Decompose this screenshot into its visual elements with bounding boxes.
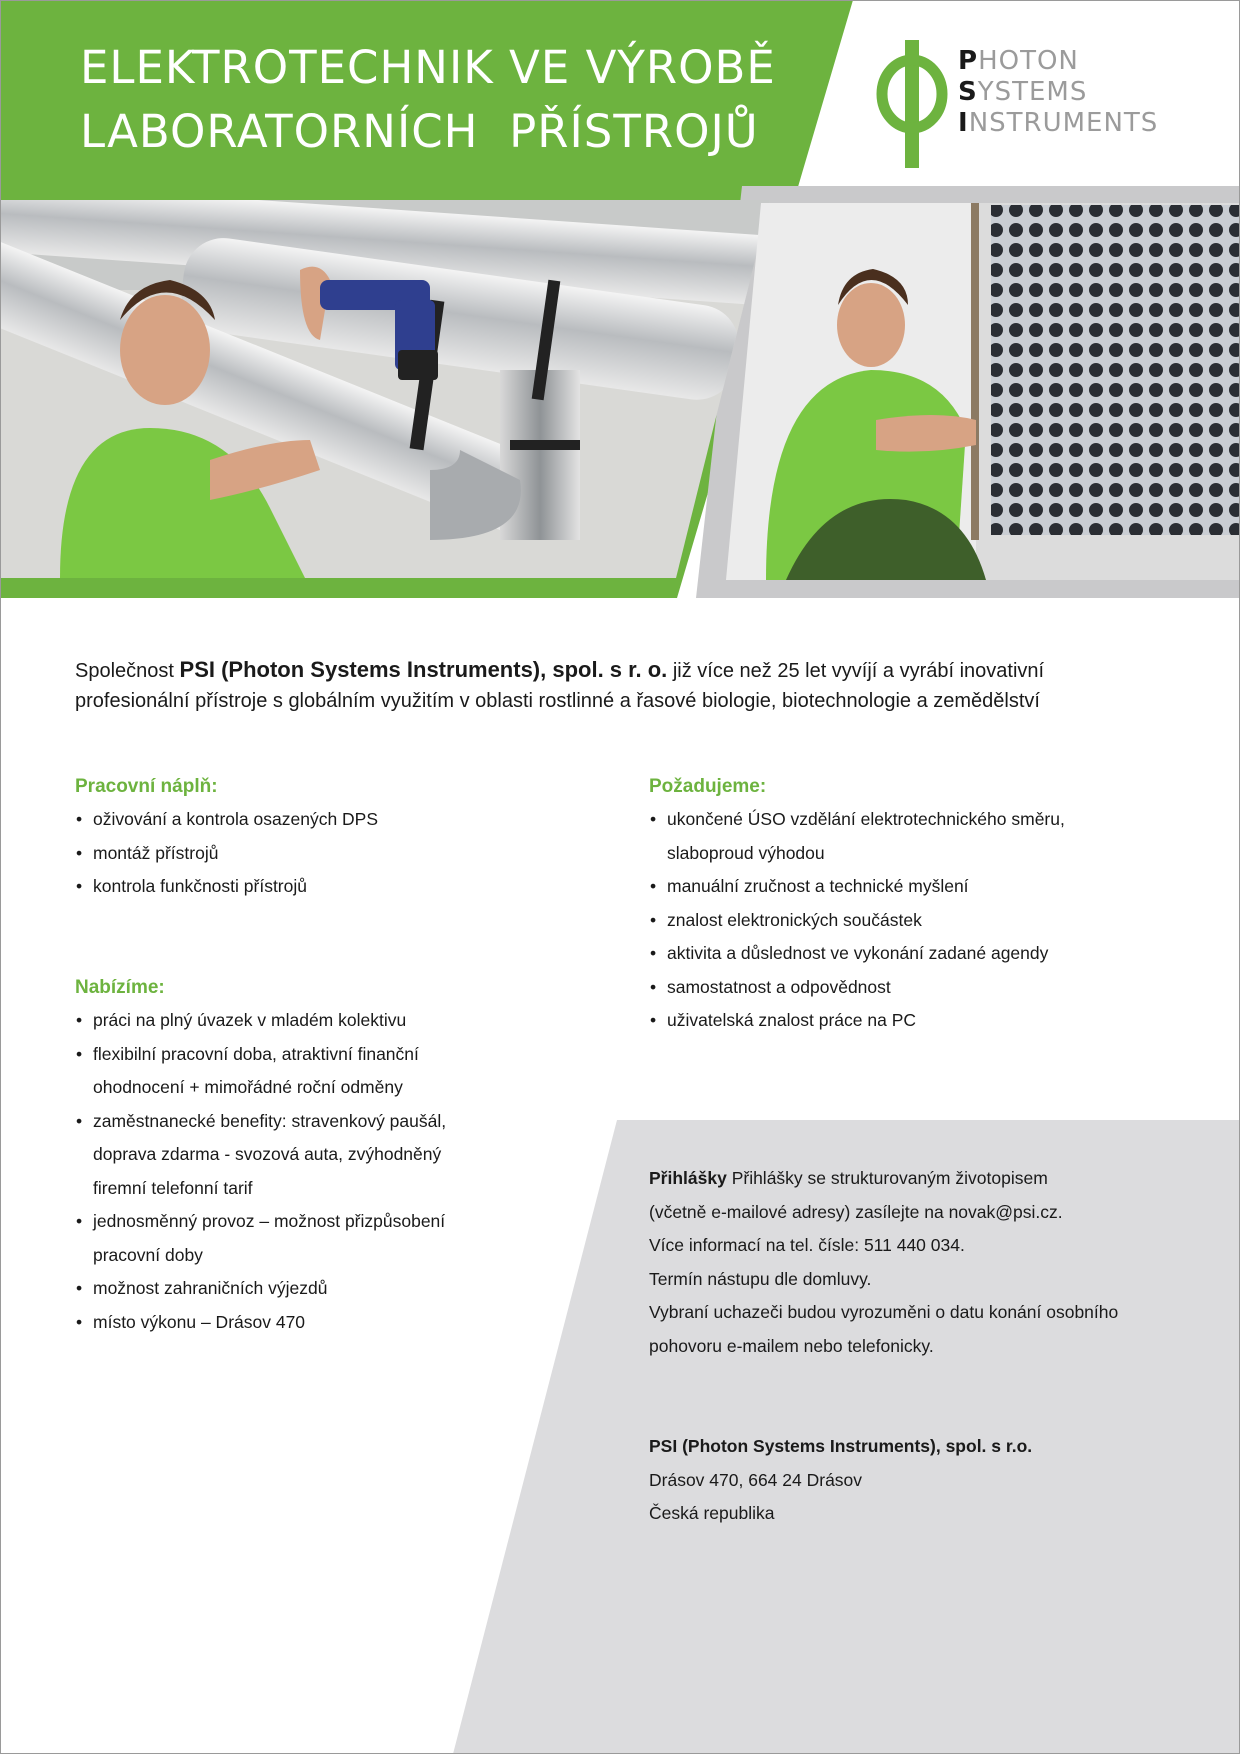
logo-wordmark: PHOTON SYSTEMS INSTRUMENTS xyxy=(958,46,1159,138)
list-item: • znalost elektronických součástek xyxy=(649,904,1209,938)
start-date-info: Termín nástupu dle domluvy. xyxy=(649,1268,872,1289)
list-item: • samostatnost a odpovědnost xyxy=(649,971,1209,1005)
interview-info-1: Vybraní uchazeči budou vyrozuměni o datu konání osobního xyxy=(649,1302,1119,1322)
company-address xyxy=(649,1430,1209,1531)
intro-line-1: Společnost PSI (Photon Systems Instruments), spol. s r. o. již více než 25 let vyvíjí a vyrábí inovativní xyxy=(75,657,1045,682)
section-heading-offer: Nabízíme: xyxy=(75,977,165,998)
section-heading-duties: Pracovní náplň: xyxy=(75,776,218,797)
job-title-line-1: ELEKTROTECHNIK VE VÝROBĚ xyxy=(80,41,776,94)
company-country: Česká republika xyxy=(649,1503,775,1523)
list-item: • montáž přístrojů xyxy=(75,837,615,871)
phone-info: Více informací na tel. čísle: 511 440 034. xyxy=(649,1235,965,1255)
list-item: • oživování a kontrola osazených DPS xyxy=(75,803,615,837)
photo-technician-panel xyxy=(726,200,1240,580)
list-item: • ukončené ÚSO vzdělání elektrotechnického směru, slaboproud výhodou xyxy=(649,803,1209,870)
phi-logo-icon xyxy=(872,40,952,168)
job-title xyxy=(80,36,776,164)
list-item: • flexibilní pracovní doba, atraktivní finanční ohodnocení + mimořádné roční odměny xyxy=(75,1038,615,1105)
application-line-2: (včetně e-mailové adresy) zasílejte na novak@psi.cz. xyxy=(649,1201,1063,1222)
photo-technician-ducts xyxy=(0,200,770,578)
list-item: • aktivita a důslednost ve vykonání zadané agendy xyxy=(649,937,1209,971)
company-logo xyxy=(872,40,1172,170)
section-heading-requirements: Požadujeme: xyxy=(649,776,767,797)
list-item: • místo výkonu – Drásov 470 xyxy=(75,1306,615,1340)
list-item: • práci na plný úvazek v mladém kolektivu xyxy=(75,1004,615,1038)
interview-info-2: pohovoru e-mailem nebo telefonicky. xyxy=(649,1335,934,1356)
intro-line-2: profesionální přístroje s globálním využitím v oblasti rostlinné a řasové biologie, biotechnologie a zemědělství xyxy=(75,690,1040,712)
company-name: PSI (Photon Systems Instruments), spol. s r.o. xyxy=(649,1436,1033,1456)
application-line-1: Přihlášky Přihlášky se strukturovaným životopisem xyxy=(649,1168,1048,1188)
application-info xyxy=(649,1162,1209,1363)
intro-company-name: PSI (Photon Systems Instruments), spol. s r. o. xyxy=(179,657,668,682)
list-item: • možnost zahraničních výjezdů xyxy=(75,1272,615,1306)
list-item: • manuální zručnost a technické myšlení xyxy=(649,870,1209,904)
job-title-line-2: LABORATORNÍCH PŘÍSTROJŮ xyxy=(80,105,759,158)
list-item: • zaměstnanecké benefity: stravenkový paušál, doprava zdarma - svozová auta, zvýhodněný firemní telefonní tarif xyxy=(75,1105,615,1206)
list-item: • uživatelská znalost práce na PC xyxy=(649,1004,1209,1038)
list-item: • jednosměnný provoz – možnost přizpůsobení pracovní doby xyxy=(75,1205,615,1272)
list-item: • kontrola funkčnosti přístrojů xyxy=(75,870,615,904)
company-street: Drásov 470, 664 24 Drásov xyxy=(649,1469,863,1490)
